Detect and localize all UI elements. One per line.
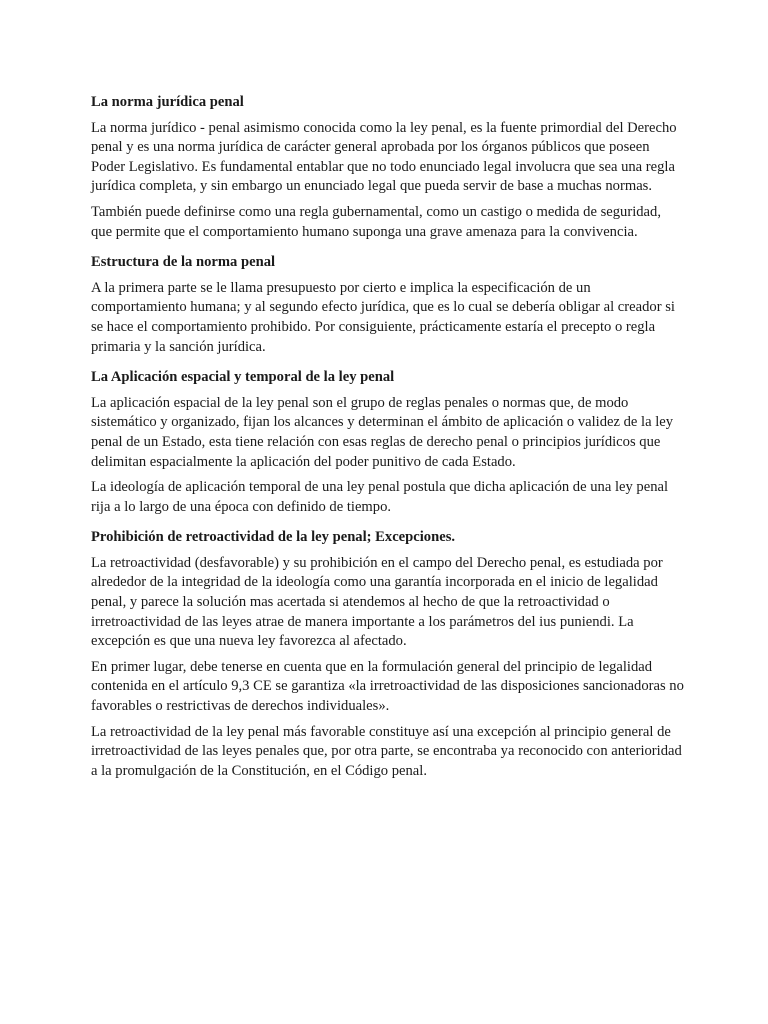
paragraph-regla-gubernamental: También puede definirse como una regla gubernamental, como un castigo o medida de seguridad, que permite que el comportamiento humano suponga una grave amenaza para la convivencia.	[91, 203, 661, 240]
paragraph-aplicacion-temporal: La ideología de aplicación temporal de una ley penal postula que dicha aplicación de una ley penal rija a lo largo de una época con definido de tiempo.	[91, 479, 669, 515]
paragraph-aplicacion-espacial: La aplicación espacial de la ley penal son el grupo de reglas penales o normas que, de modo sistemático y organizado, fijan los alcances y determinan el ámbito de aplicación o validez de la ley penal de un Estado, esta tiene relación con esas reglas de derecho penal o principios jurídicos que delimitan espacialmente la aplicación del poder punitivo de cada Estado.	[91, 394, 674, 470]
document-page	[91, 88, 685, 787]
section-heading-estructura: Estructura de la norma penal	[91, 254, 276, 271]
paragraph-estructura: A la primera parte se le llama presupuesto por cierto e implica la especificación de un comportamiento humana; y al segundo efecto jurídica, que es lo cual se debería obligar al creador si se hace el comportamiento prohibido. Por consiguiente, prácticamente estaría el precepto o regla primaria y la sanción jurídica.	[91, 279, 675, 355]
paragraph-definicion-norma: La norma jurídico - penal asimismo conocida como la ley penal, es la fuente primordial del Derecho penal y es una norma jurídica de carácter general aprobada por los órganos públicos que poseen Poder Legislativo. Es fundamental entablar que no todo enunciado legal involucra que sea una regla jurídica completa, y sin embargo un enunciado legal que pueda servir de base a muchas normas.	[91, 119, 677, 195]
paragraph-ley-mas-favorable: La retroactividad de la ley penal más favorable constituye así una excepción al principio general de irretroactividad de las leyes penales que, por otra parte, se encontraba ya reconocido con anterioridad a la promulgación de la Constitución, en el Código penal.	[91, 723, 682, 779]
section-heading-norma-juridica-penal: La norma jurídica penal	[91, 94, 244, 110]
paragraph-retroactividad: La retroactividad (desfavorable) y su prohibición en el campo del Derecho penal, es estudiada por alrededor de la integridad de la ideología como una garantía incorporada en el inicio de legalidad penal, y parece la solución mas acertada si atendemos al hecho de que la retroactividad o irretroactividad de las leyes atrae de manera importante a los parámetros del ius puniendi. La excepción es que una nueva ley favorezca al afectado.	[91, 554, 663, 650]
section-heading-aplicacion: La Aplicación espacial y temporal de la ley penal	[91, 369, 395, 386]
section-heading-prohibicion-retroactividad: Prohibición de retroactividad de la ley penal; Excepciones.	[91, 529, 456, 546]
paragraph-principio-legalidad: En primer lugar, debe tenerse en cuenta que en la formulación general del principio de legalidad contenida en el artículo 9,3 CE se garantiza «la irretroactividad de las disposiciones sancionadoras no favorables o restrictivas de derechos individuales».	[91, 658, 684, 715]
